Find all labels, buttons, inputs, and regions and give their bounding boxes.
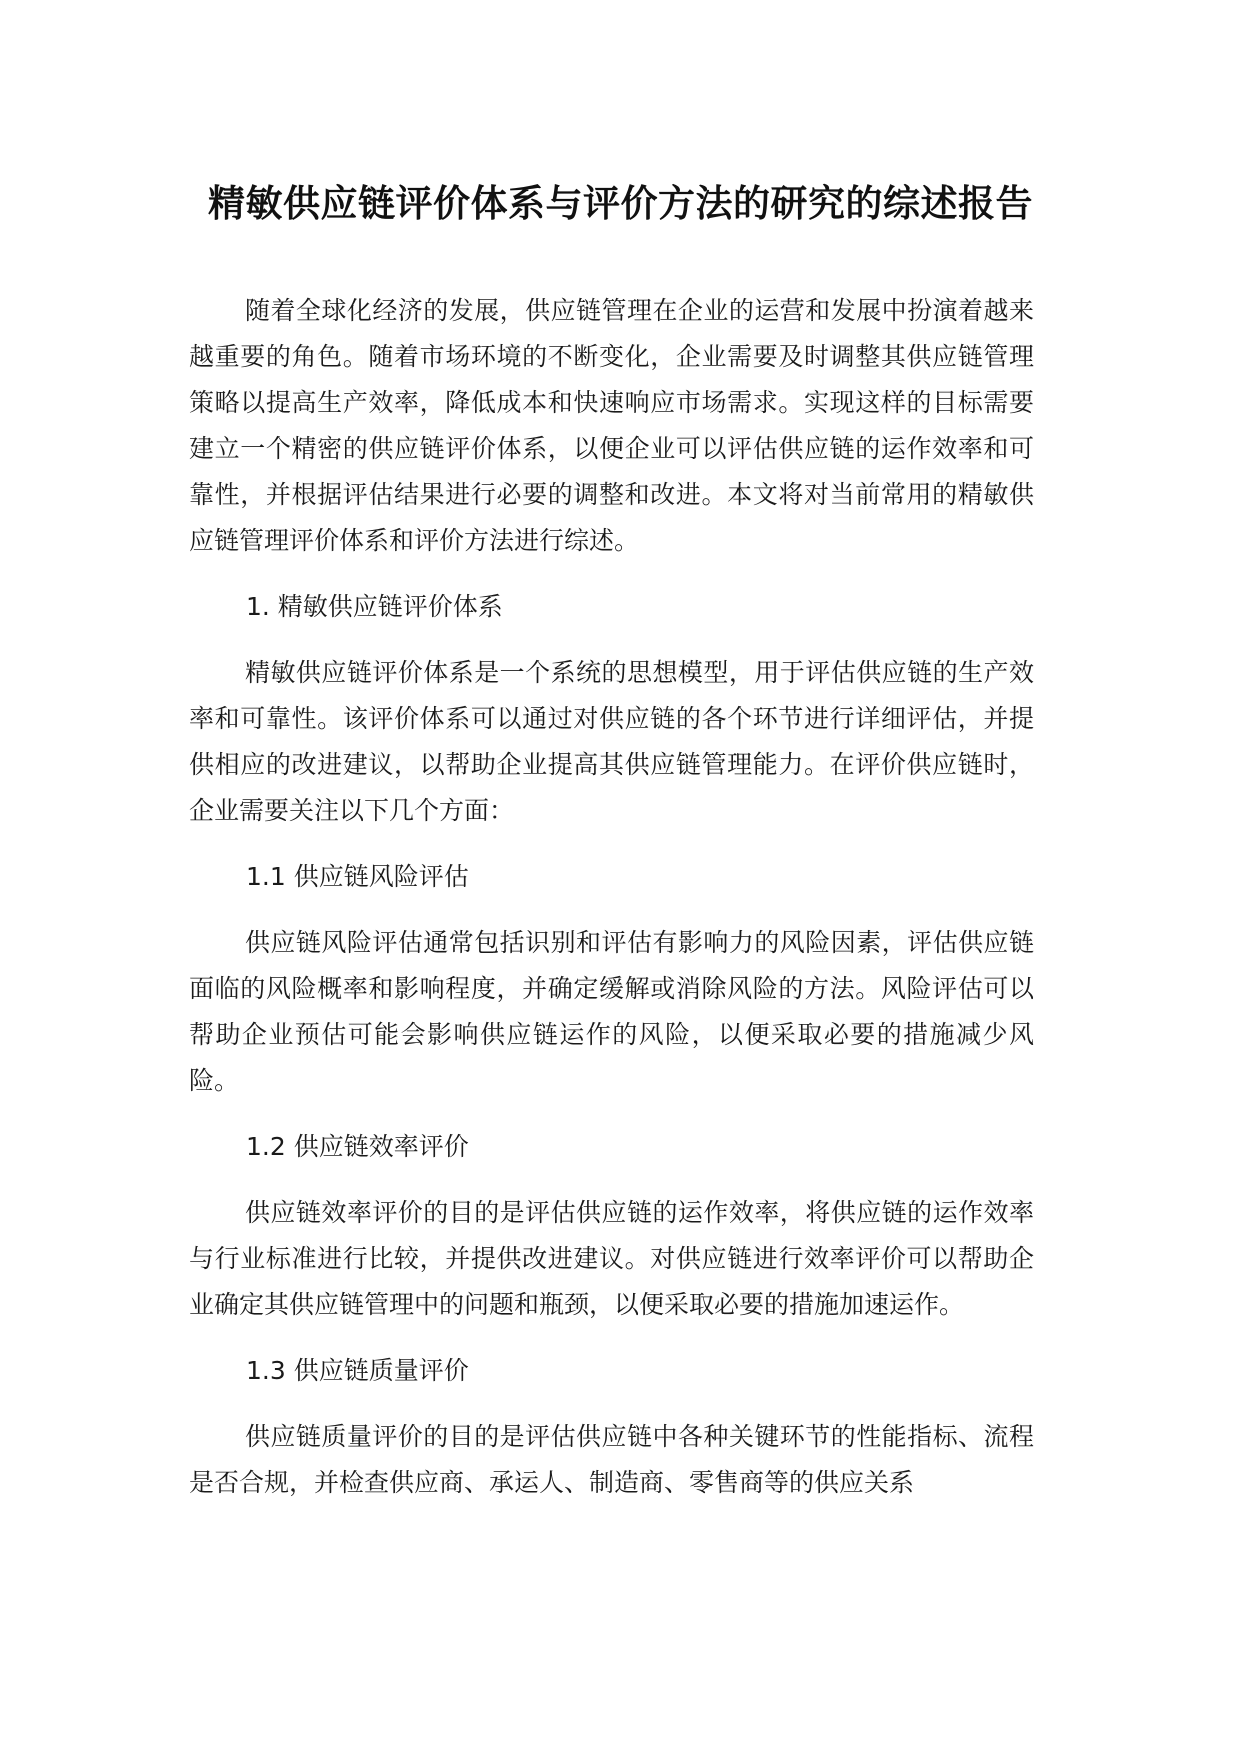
section-1-heading: 1. 精敏供应链评价体系 <box>246 592 503 621</box>
section-1-2-paragraph: 供应链效率评价的目的是评估供应链的运作效率，将供应链的运作效率与行业标准进行比较，并提供改进建议。对供应链进行效率评价可以帮助企业确定其供应链管理中的问题和瓶颈，以便采取必要的措施加速运作。 <box>189 1198 1034 1319</box>
section-1-1-heading: 1.1 供应链风险评估 <box>246 862 469 891</box>
section-1-3-heading: 1.3 供应链质量评价 <box>246 1356 469 1385</box>
section-1-1-paragraph: 供应链风险评估通常包括识别和评估有影响力的风险因素，评估供应链面临的风险概率和影响程度，并确定缓解或消除风险的方法。风险评估可以帮助企业预估可能会影响供应链运作的风险，以便采取必要的措施减少风险。 <box>189 928 1034 1095</box>
intro-paragraph: 随着全球化经济的发展，供应链管理在企业的运营和发展中扮演着越来越重要的角色。随着市场环境的不断变化，企业需要及时调整其供应链管理策略以提高生产效率，降低成本和快速响应市场需求。实现这样的目标需要建立一个精密的供应链评价体系，以便企业可以评估供应链的运作效率和可靠性，并根据评估结果进行必要的调整和改进。本文将对当前常用的精敏供应链管理评价体系和评价方法进行综述。 <box>189 296 1034 555</box>
section-1-paragraph: 精敏供应链评价体系是一个系统的思想模型，用于评估供应链的生产效率和可靠性。该评价体系可以通过对供应链的各个环节进行详细评估，并提供相应的改进建议，以帮助企业提高其供应链管理能力。在评价供应链时，企业需要关注以下几个方面： <box>189 658 1034 825</box>
document-title: 精敏供应链评价体系与评价方法的研究的综述报告 <box>208 182 1033 225</box>
section-1-2-heading: 1.2 供应链效率评价 <box>246 1132 469 1161</box>
document-body <box>189 288 1034 1526</box>
section-1-3-paragraph: 供应链质量评价的目的是评估供应链中各种关键环节的性能指标、流程是否合规，并检查供应商、承运人、制造商、零售商等的供应关系 <box>189 1422 1034 1497</box>
